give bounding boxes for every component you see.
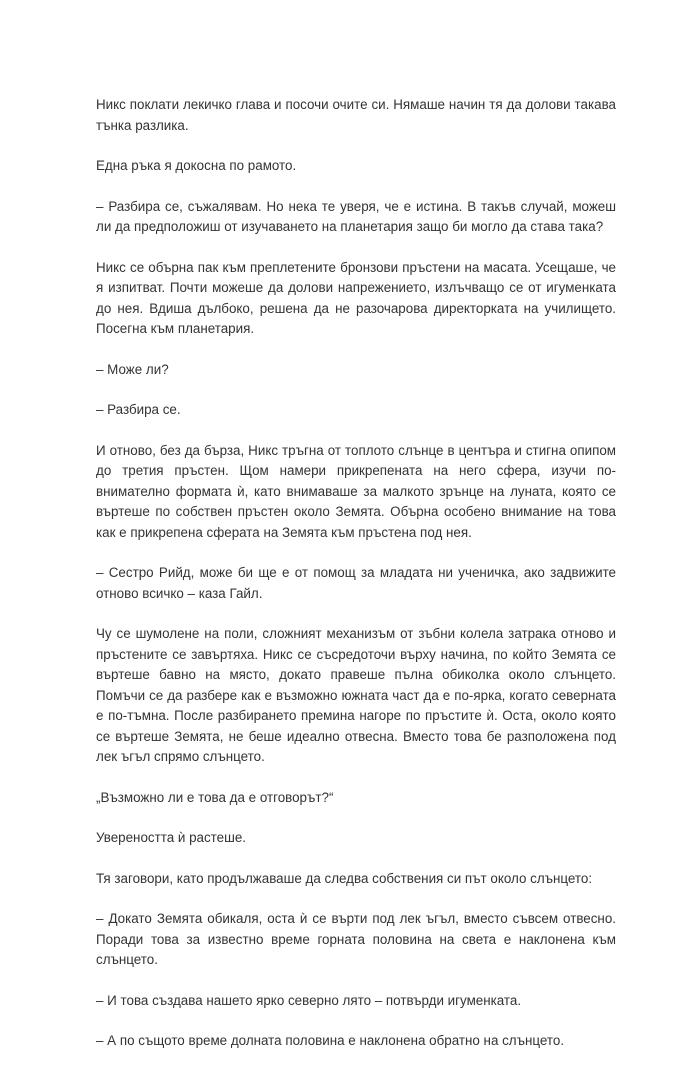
paragraph: Никс се обърна пак към преплетените бронзови пръстени на масата. Усещаше, че я изпитват. Почти можеше да долови напрежението, излъчващо се от игуменката до нея. Вдиша дълбоко, решена да не разочарова директорката на училището. Посегна към планетария. bbox=[96, 259, 616, 336]
dialogue-paragraph: – Разбира се, съжалявам. Но нека те уверя, че е истина. В такъв случай, можеш ли да предположиш от изучаването на планетария защо би могло да става така? bbox=[96, 198, 616, 234]
paragraph: Никс поклати лекичко глава и посочи очите си. Нямаше начин тя да долови такава тънка разлика. bbox=[96, 97, 616, 133]
dialogue-paragraph: – Разбира се. bbox=[96, 402, 181, 417]
dialogue-paragraph: – Докато Земята обикаля, оста ѝ се върти под лек ъгъл, вместо съвсем отвесно. Поради това за известно време горната половина на света е наклонена към слънцето. bbox=[96, 911, 616, 967]
body-text bbox=[96, 95, 616, 1072]
dialogue-paragraph: – Може ли? bbox=[96, 361, 169, 377]
dialogue-paragraph: – И това създава нашето ярко северно лято – потвърди игуменката. bbox=[96, 992, 522, 1008]
thought-paragraph: „Възможно ли е това да е отговорът?“ bbox=[96, 789, 334, 805]
dialogue-paragraph: – А по същото време долната половина е наклонена обратно на слънцето. bbox=[96, 1033, 565, 1048]
paragraph: И отново, без да бърза, Никс тръгна от топлото слънце в центъра и стигна опипом до третия пръстен. Щом намери прикрепената на него сфера, изучи по-внимателно формата ѝ, като внимаваше за малкото зрънце на луната, която се въртеше по собствен пръстен около Земята. Обърна особено внимание на това как е прикрепена сферата на Земята към пръстена под нея. bbox=[96, 442, 616, 540]
paragraph: Една ръка я докосна по рамото. bbox=[96, 158, 297, 173]
paragraph: Чу се шумолене на поли, сложният механизъм от зъбни колела затрака отново и пръстените се завъртяха. Никс се съсредоточи върху начина, по който Земята се въртеше бавно на място, докато правеше пълна обиколка около слънцето. Помъчи се да разбере как е възможно южната част да е по-ярка, когато северната е по-тъмна. После разбирането премина нагоре по пръстите ѝ. Оста, около която се въртеше Земята, не беше идеално отвесна. Вместо това бе разположена под лек ъгъл спрямо слънцето. bbox=[96, 626, 616, 764]
paragraph: Увереността ѝ растеше. bbox=[96, 830, 247, 845]
paragraph: Тя заговори, като продължаваше да следва собствения си път около слънцето: bbox=[96, 870, 593, 886]
dialogue-paragraph: – Сестро Рийд, може би ще е от помощ за младата ни ученичка, ако задвижите отново всичко – каза Гайл. bbox=[96, 565, 616, 601]
